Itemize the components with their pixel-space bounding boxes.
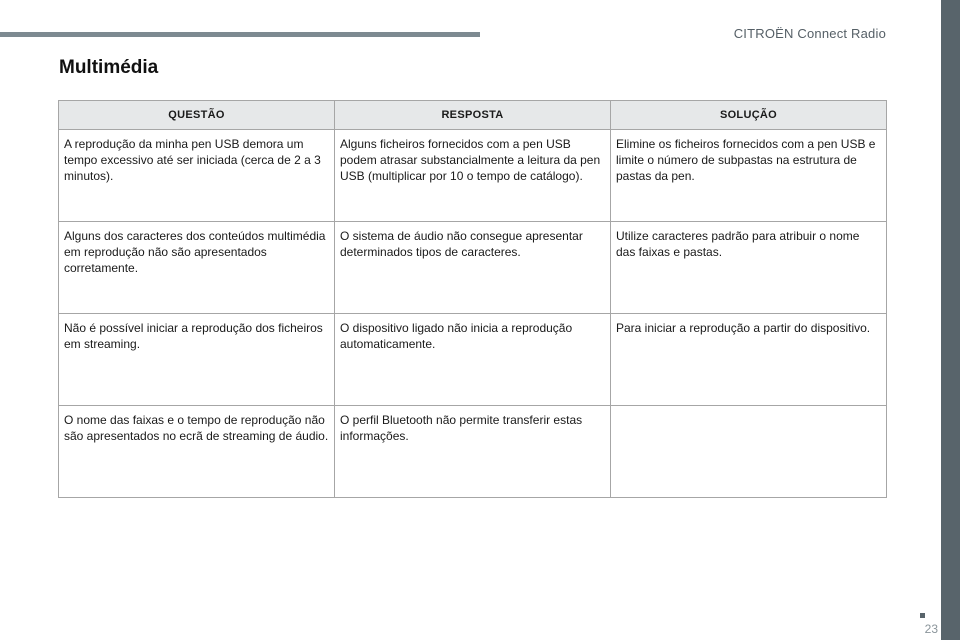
column-header-answer: RESPOSTA [335, 101, 611, 130]
answer-cell: O sistema de áudio não consegue apresentar determinados tipos de caracteres. [335, 222, 611, 314]
side-bar [941, 0, 960, 640]
answer-cell: O perfil Bluetooth não permite transferir estas informações. [335, 406, 611, 498]
question-cell: Não é possível iniciar a reprodução dos ficheiros em streaming. [59, 314, 335, 406]
table-row [59, 314, 887, 406]
answer-cell: Alguns ficheiros fornecidos com a pen USB podem atrasar substancialmente a leitura da pen USB (multiplicar por 10 o tempo de catálogo). [335, 130, 611, 222]
solution-cell: Utilize caracteres padrão para atribuir o nome das faixas e pastas. [611, 222, 887, 314]
header-rule [0, 32, 480, 37]
page-title: Multimédia [59, 57, 159, 78]
table-row [59, 406, 887, 498]
page-marker [920, 613, 925, 618]
question-cell: O nome das faixas e o tempo de reprodução não são apresentados no ecrã de streaming de áudio. [59, 406, 335, 498]
question-cell: A reprodução da minha pen USB demora um tempo excessivo até ser iniciada (cerca de 2 a 3 minutos). [59, 130, 335, 222]
column-header-question: QUESTÃO [59, 101, 335, 130]
header-title: CITROËN Connect Radio [733, 26, 886, 41]
solution-cell: Para iniciar a reprodução a partir do dispositivo. [611, 314, 887, 406]
table-row [59, 130, 887, 222]
solution-cell [611, 406, 887, 498]
question-cell: Alguns dos caracteres dos conteúdos multimédia em reprodução não são apresentados corretamente. [59, 222, 335, 314]
table-row [59, 222, 887, 314]
solution-cell: Elimine os ficheiros fornecidos com a pen USB e limite o número de subpastas na estrutura de pastas da pen. [611, 130, 887, 222]
answer-cell: O dispositivo ligado não inicia a reprodução automaticamente. [335, 314, 611, 406]
faq-table [58, 100, 887, 498]
table-header-row [59, 101, 887, 130]
page-number: 23 [924, 622, 938, 636]
column-header-solution: SOLUÇÃO [611, 101, 887, 130]
